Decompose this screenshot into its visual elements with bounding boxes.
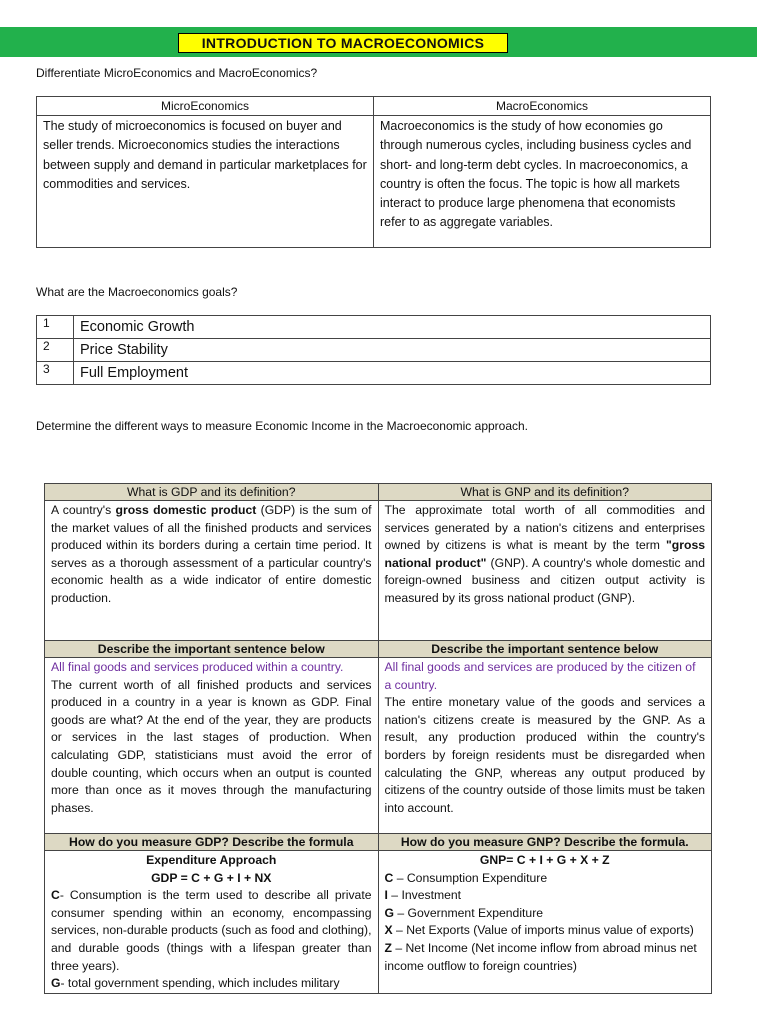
gdp-def-text: A country's (51, 503, 116, 517)
term-text: - total government spending, which includes military (60, 976, 340, 991)
question-3: Determine the different ways to measure Economic Income in the Macroeconomic approach. (36, 419, 529, 433)
gnp-highlight: All final goods and services are produced by the citizen of a country. (384, 660, 696, 692)
term-text: – Investment (387, 888, 462, 903)
gnp-formula (378, 851, 712, 994)
question-2: What are the Macroeconomics goals? (36, 285, 238, 299)
gnp-def-text: The approximate total worth of all commodities and services generated by a nation's citizens and enterprises owned by citizens is what is meant by the term (384, 503, 705, 553)
goals-table (36, 315, 711, 385)
gnp-term (385, 940, 706, 975)
gnp-definition (378, 501, 712, 641)
gdp-c-term (51, 887, 372, 975)
goal-number: 2 (37, 339, 74, 362)
goal-label: Price Stability (74, 339, 711, 362)
gdp-definition (45, 501, 379, 641)
gnp-sentence-header: Describe the important sentence below (378, 641, 712, 658)
gdp-formula (45, 851, 379, 994)
goal-row (37, 339, 711, 362)
question-1: Differentiate MicroEconomics and MacroEconomics? (36, 66, 318, 80)
term-key: C (384, 870, 394, 885)
term-key: Z (384, 940, 392, 955)
gnp-formula-header: How do you measure GNP? Describe the formula. (378, 834, 712, 851)
term-text: – Consumption Expenditure (393, 870, 548, 885)
gdp-highlight: All final goods and services produced within a country. (51, 660, 344, 674)
goal-label: Full Employment (74, 362, 711, 385)
page-title: INTRODUCTION TO MACROECONOMICS (178, 33, 508, 53)
gdp-sentence (45, 658, 379, 834)
macro-definition: Macroeconomics is the study of how economies go through numerous cycles, including business cycles and short- and long-term debt cycles. In macroeconomics, a country is often the focus. The topic is how all markets interact to produce large phenomena that economists refer to as aggregate variables. (374, 116, 711, 248)
gdp-g-term (51, 975, 372, 993)
gnp-term (385, 905, 706, 923)
term-text: - Consumption is the term used to describe all private consumer spending within an economy, encompassing services, non-durable products (such as food and clothing), and durable goods (things with a lifespan greater than three years). (51, 888, 372, 973)
term-key: I (384, 888, 388, 903)
micro-header: MicroEconomics (37, 97, 374, 116)
goal-row (37, 362, 711, 385)
micro-definition: The study of microeconomics is focused on buyer and seller trends. Microeconomics studies the interactions between supply and demand in particular marketplaces for commodities and services. (37, 116, 374, 248)
gnp-def-bold: "gross national product" (384, 538, 705, 570)
gnp-term (385, 870, 706, 888)
gdp-approach: Expenditure Approach (146, 853, 277, 867)
gdp-formula-header: How do you measure GDP? Describe the formula (45, 834, 379, 851)
term-text: – Net Exports (Value of imports minus value of exports) (392, 923, 694, 938)
gdp-def-bold: gross domestic product (115, 503, 257, 517)
gnp-term (385, 922, 706, 940)
gdp-definition-header: What is GDP and its definition? (45, 484, 379, 501)
term-text: – Government Expenditure (393, 905, 544, 920)
gnp-definition-header: What is GNP and its definition? (378, 484, 712, 501)
term-key: X (384, 923, 393, 938)
goal-number: 1 (37, 316, 74, 339)
gnp-def-text-2: (GNP). A country's whole domestic and foreign-owned business and citizen output activity is measured by its gross national product (GNP). (384, 555, 705, 605)
gnp-sentence (378, 658, 712, 834)
gdp-def-text-2: (GDP) is the sum of the market values of all the finished products and services produced within its borders during a certain time period. It serves as a thorough assessment of a particular country's economic health as a wide indicator of entire domestic production. (51, 503, 372, 605)
term-key: G (384, 905, 394, 920)
gdp-sentence-body: The current worth of all finished products and services produced in a country in a year is known as GDP. Final goods are what? At the end of the year, they are products or services in the last stages of production. When calculating GDP, statisticians must avoid the error of double counting, which occurs when an output is counted more than once as it moves through the manufacturing phases. (51, 677, 372, 815)
term-key: C (51, 888, 60, 903)
gnp-equation: GNP= C + I + G + X + Z (479, 853, 610, 867)
gnp-sentence-body: The entire monetary value of the goods and services a nation's citizens create is measured by the GNP. As a result, any production produced within the country's borders by foreign residents must be disregarded when calculating the GNP, whereas any output produced by citizens of the country outside of those limits must be taken into account. (384, 695, 705, 815)
macro-header: MacroEconomics (374, 97, 711, 116)
term-text: – Net Income (Net income inflow from abroad minus net income outflow to foreign countries) (384, 940, 697, 973)
gdp-equation: GDP = C + G + I + NX (151, 870, 272, 885)
income-table (44, 483, 712, 994)
gdp-sentence-header: Describe the important sentence below (45, 641, 379, 658)
term-key: G (51, 976, 61, 991)
gnp-term (385, 887, 706, 905)
goal-row (37, 316, 711, 339)
goal-number: 3 (37, 362, 74, 385)
micro-macro-table (36, 96, 711, 248)
goal-label: Economic Growth (74, 316, 711, 339)
